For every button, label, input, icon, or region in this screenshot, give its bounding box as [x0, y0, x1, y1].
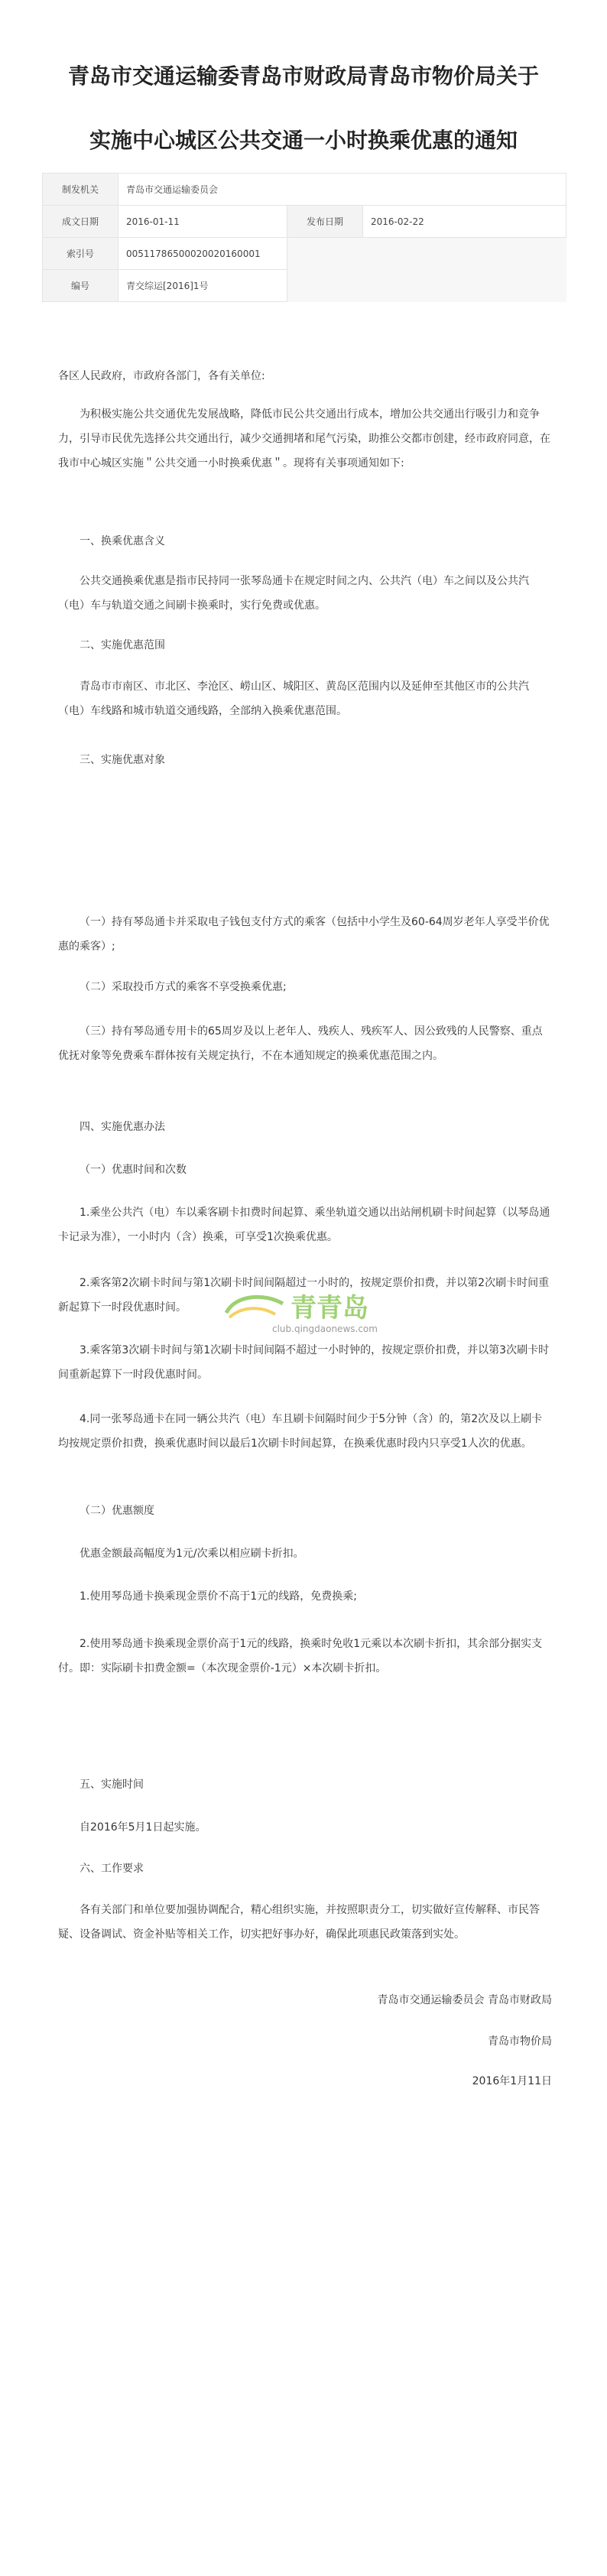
publisher-value: 青岛市交通运输委员会	[118, 174, 566, 206]
greeting: 各区人民政府，市政府各部门，各有关单位:	[58, 370, 265, 382]
intro-paragraph: 为积极实施公共交通优先发展战略，降低市民公共交通出行成本，增加公共交通出行吸引力和竞争力，引导市民优先选择公共交通出行，减少交通拥堵和尾气污染，助推公交都市创建，经市政府同意，在我市中心城区实施＂公共交通一小时换乘优惠＂。现将有关事项通知如下:	[58, 408, 550, 469]
section-3-item-3: （三）持有琴岛通专用卡的65周岁及以上老年人、残疾人、残疾军人、因公致残的人民警察、重点优抚对象等免费乘车群体按有关规定执行，不在本通知规定的换乘优惠范围之内。	[58, 1025, 543, 1062]
section-1-text: 公共交通换乘优惠是指市民持同一张琴岛通卡在规定时间之内、公共汽（电）车之间以及公共汽（电）车与轨道交通之间刷卡换乘时，实行免费或优惠。	[58, 575, 529, 612]
document-meta-table	[42, 173, 566, 302]
section-4-sub-1-heading: （一）优惠时间和次数	[80, 1164, 187, 1176]
section-4-amount: 优惠金额最高幅度为1元/次乘以相应刷卡折扣。	[80, 1548, 304, 1560]
section-3-item-2: （二）采取投币方式的乘客不享受换乘优惠;	[80, 981, 287, 993]
section-5-text: 自2016年5月1日起实施。	[80, 1821, 206, 1834]
watermark-brand: 青青岛	[291, 1293, 368, 1324]
section-4-rule-1: 1.乘坐公共汽（电）车以乘客刷卡扣费时间起算、乘坐轨道交通以出站闸机刷卡时间起算（以琴岛通卡记录为准），一小时内（含）换乘，可享受1次换乘优惠。	[58, 1207, 550, 1243]
title-line-1: 青岛市交通运输委青岛市财政局青岛市物价局关于	[67, 63, 539, 89]
index-number-label: 索引号	[43, 238, 118, 270]
section-2-text: 青岛市市南区、市北区、李沧区、崂山区、城阳区、黄岛区范围内以及延伸至其他区市的公共汽（电）车线路和城市轨道交通线路，全部纳入换乘优惠范围。	[58, 681, 529, 717]
watermark-url: club.qingdaonews.com	[272, 1324, 378, 1334]
section-2-heading: 二、实施优惠范围	[80, 639, 165, 651]
published-date-label: 发布日期	[287, 206, 363, 238]
section-4-amount-1: 1.使用琴岛通卡换乘现金票价不高于1元的线路，免费换乘;	[80, 1590, 357, 1603]
section-3-heading: 三、实施优惠对象	[80, 754, 165, 766]
section-5-heading: 五、实施时间	[80, 1779, 144, 1791]
index-number-value: 00511786500020020160001	[118, 238, 287, 270]
section-6-text: 各有关部门和单位要加强协调配合，精心组织实施，并按照职责分工，切实做好宣传解释、市民答疑、设备调试、资金补贴等相关工作，切实把好事办好，确保此项惠民政策落到实处。	[58, 1904, 540, 1941]
section-4-sub-2-heading: （二）优惠额度	[80, 1505, 154, 1517]
section-4-heading: 四、实施优惠办法	[80, 1121, 165, 1133]
section-4-rule-3: 3.乘客第3次刷卡时间与第1次刷卡时间间隔不超过一小时钟的，按规定票价扣费，并以第3次刷卡时间重新起算下一时段优惠时间。	[58, 1344, 550, 1381]
section-1-heading: 一、换乘优惠含义	[80, 535, 165, 547]
section-4-rule-4: 4.同一张琴岛通卡在同一辆公共汽（电）车且刷卡间隔时间少于5分钟（含）的，第2次及以上刷卡均按规定票价扣费，换乘优惠时间以最后1次刷卡时间起算，在换乘优惠时段内只享受1人次的优惠。	[58, 1413, 543, 1450]
meta-empty-cell	[287, 270, 566, 302]
section-3-item-1: （一）持有琴岛通卡并采取电子钱包支付方式的乘客（包括中小学生及60-64周岁老年人享受半价优惠的乘客）;	[58, 916, 550, 953]
meta-empty-cell	[287, 238, 566, 270]
created-date-label: 成文日期	[43, 206, 118, 238]
site-watermark	[190, 1284, 419, 1337]
section-6-heading: 六、工作要求	[80, 1863, 144, 1875]
signature-date: 2016年1月11日	[472, 2075, 552, 2087]
document-number-label: 编号	[43, 270, 118, 302]
section-4-amount-2: 2.使用琴岛通卡换乘现金票价高于1元的线路，换乘时免收1元乘以本次刷卡折扣，其余部分据实支付。即：实际刷卡扣费金额=（本次现金票价-1元）×本次刷卡折扣。	[58, 1638, 543, 1675]
published-date-value: 2016-02-22	[363, 206, 566, 238]
document-number-value: 青交综运[2016]1号	[118, 270, 287, 302]
title-line-2: 实施中心城区公共交通一小时换乘优惠的通知	[89, 128, 518, 153]
signature-agencies: 青岛市交通运输委员会 青岛市财政局	[377, 1994, 552, 2006]
publisher-label: 制发机关	[43, 174, 118, 206]
section-4-rule-2: 2.乘客第2次刷卡时间与第1次刷卡时间间隔超过一小时的，按规定票价扣费，并以第2次刷卡时间重新起算下一时段优惠时间。	[58, 1277, 550, 1314]
signature-agency-2: 青岛市物价局	[488, 2035, 552, 2048]
created-date-value: 2016-01-11	[118, 206, 287, 238]
